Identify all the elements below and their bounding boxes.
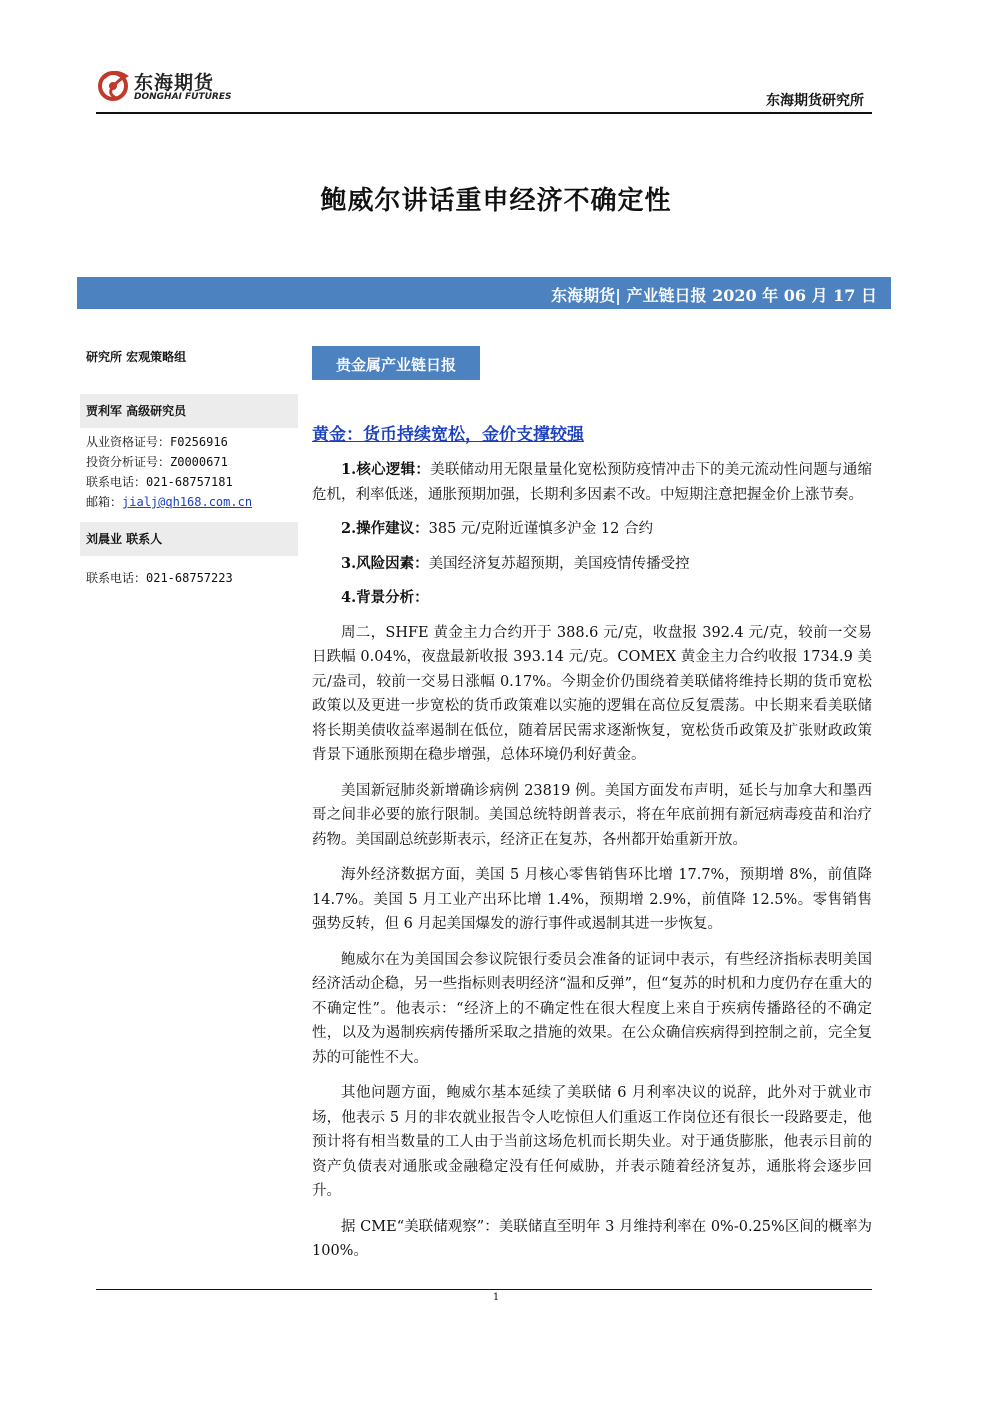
body-paragraph: 海外经济数据方面，美国 5 月核心零售销售环比增 17.7%，预期增 8%，前值降 14.7%。美国 5 月工业产出环比增 1.4%，预期增 2.9%，前值降 12.5%。零售销售强势反转，但 6 月起美国爆发的游行事件或遏制其进一步恢复。 <box>312 867 872 932</box>
header-org-name: 东海期货研究所 <box>766 93 864 109</box>
core-logic <box>312 458 872 507</box>
email-link[interactable]: jialj@qh168.com.cn <box>122 495 253 509</box>
email-label: 邮箱： <box>86 495 123 509</box>
company-logo <box>96 66 236 110</box>
operation-advice <box>312 517 872 542</box>
item-text: 385 元/克附近谨慎多沪金 12 合约 <box>428 521 653 537</box>
body-paragraph: 鲍威尔在为美国国会参议院银行委员会准备的证词中表示，有些经济指标表明美国经济活动企稳，另一些指标则表明经济“温和反弹”，但“复苏的时机和力度仍存在重大的不确定性”。他表示：“经济上的不确定性在很大程度上来自于疾病传播路径的不确定性，以及为遏制疾病传播所采取之措施的效果。在公众确信疾病得到控制之前，完全复苏的可能性不大。 <box>312 951 872 1066</box>
banner-text: 东海期货| 产业链日报 2020 年 06 月 17 日 <box>551 286 877 305</box>
background-analysis <box>312 586 872 611</box>
item-label: 4.背景分析： <box>341 589 429 606</box>
sidebar-analyst: 贾利军 高级研究员 <box>80 394 298 428</box>
report-body <box>312 458 872 1275</box>
logo-emblem-icon <box>96 66 132 106</box>
body-paragraph: 其他问题方面，鲍威尔基本延续了美联储 6 月利率决议的说辞，此外对于就业市场，他表示 5 月的非农就业报告令人吃惊但人们重返工作岗位还有很长一段路要走，他预计将有相当数量的工人由于当前这场危机而长期失业。对于通货膨胀，他表示目前的资产负债表对通胀或金融稳定没有任何威胁，并表示随着经济复苏，通胀将会逐步回升。 <box>312 1085 872 1199</box>
sidebar-dept: 研究所 宏观策略组 <box>86 350 187 364</box>
gold-heading: 黄金：货币持续宽松，金价支撑较强 <box>312 425 584 445</box>
header-divider <box>96 112 872 114</box>
sidebar-qualification: 从业资格证号：F0256916 <box>86 435 228 449</box>
page-number: 1 <box>492 1292 500 1303</box>
report-banner <box>77 277 891 309</box>
item-label: 1.核心逻辑： <box>341 461 431 478</box>
item-label: 2.操作建议： <box>341 520 429 537</box>
sidebar-contact: 刘晨业 联系人 <box>80 522 298 556</box>
body-paragraph: 美国新冠肺炎新增确诊病例 23819 例。美国方面发布声明，延长与加拿大和墨西哥之间非必要的旅行限制。美国总统特朗普表示，将在年底前拥有新冠病毒疫苗和治疗药物。美国副总统彭斯表示，经济正在复苏，各州都开始重新开放。 <box>312 782 872 848</box>
sidebar-phone: 联系电话：021-68757181 <box>86 475 233 489</box>
item-text: 美联储动用无限量量化宽松预防疫情冲击下的美元流动性问题与通缩危机，利率低迷，通胀预期加强，长期利多因素不改。中短期注意把握金价上涨节奏。 <box>312 462 873 503</box>
sidebar-contact-phone: 联系电话：021-68757223 <box>86 571 233 585</box>
report-title: 鲍威尔讲话重申经济不确定性 <box>320 186 672 216</box>
item-label: 3.风险因素： <box>341 554 429 572</box>
risk-factors <box>312 552 872 577</box>
body-paragraph: 周二，SHFE 黄金主力合约开于 388.6 元/克，收盘报 392.4 元/克，较前一交易日跌幅 0.04%，夜盘最新收报 393.14 元/克。COMEX 黄金主力合约收报 1734.9 美元/盎司，较前一交易日涨幅 0.17%。今期金价仍围绕着美联储将维持长期的货币宽松政策以及更进一步宽松的货币政策难以实施的逻辑在高位反复震荡。中长期来看美联储将长期美债收益率遏制在低位，随着居民需求逐渐恢复，宽松货币政策及扩张财政政策背景下通胀预期在稳步增强，总体环境仍利好黄金。 <box>312 624 872 763</box>
author-sidebar <box>80 346 298 588</box>
logo-text-cn: 东海期货 <box>134 72 215 94</box>
sidebar-analysis-cert: 投资分析证号：Z0000671 <box>86 455 228 469</box>
footer-divider <box>96 1289 872 1290</box>
item-text: 美国经济复苏超预期，美国疫情传播受控 <box>428 555 690 572</box>
sidebar-email-row <box>80 492 298 512</box>
logo-text-en: DONGHAI FUTURES <box>134 92 232 102</box>
section-tab <box>312 346 480 380</box>
section-tab-label: 贵金属产业链日报 <box>335 356 456 374</box>
body-paragraph: 据 CME“美联储观察”：美联储直至明年 3 月维持利率在 0%-0.25%区间的概率为 100%。 <box>312 1218 872 1259</box>
